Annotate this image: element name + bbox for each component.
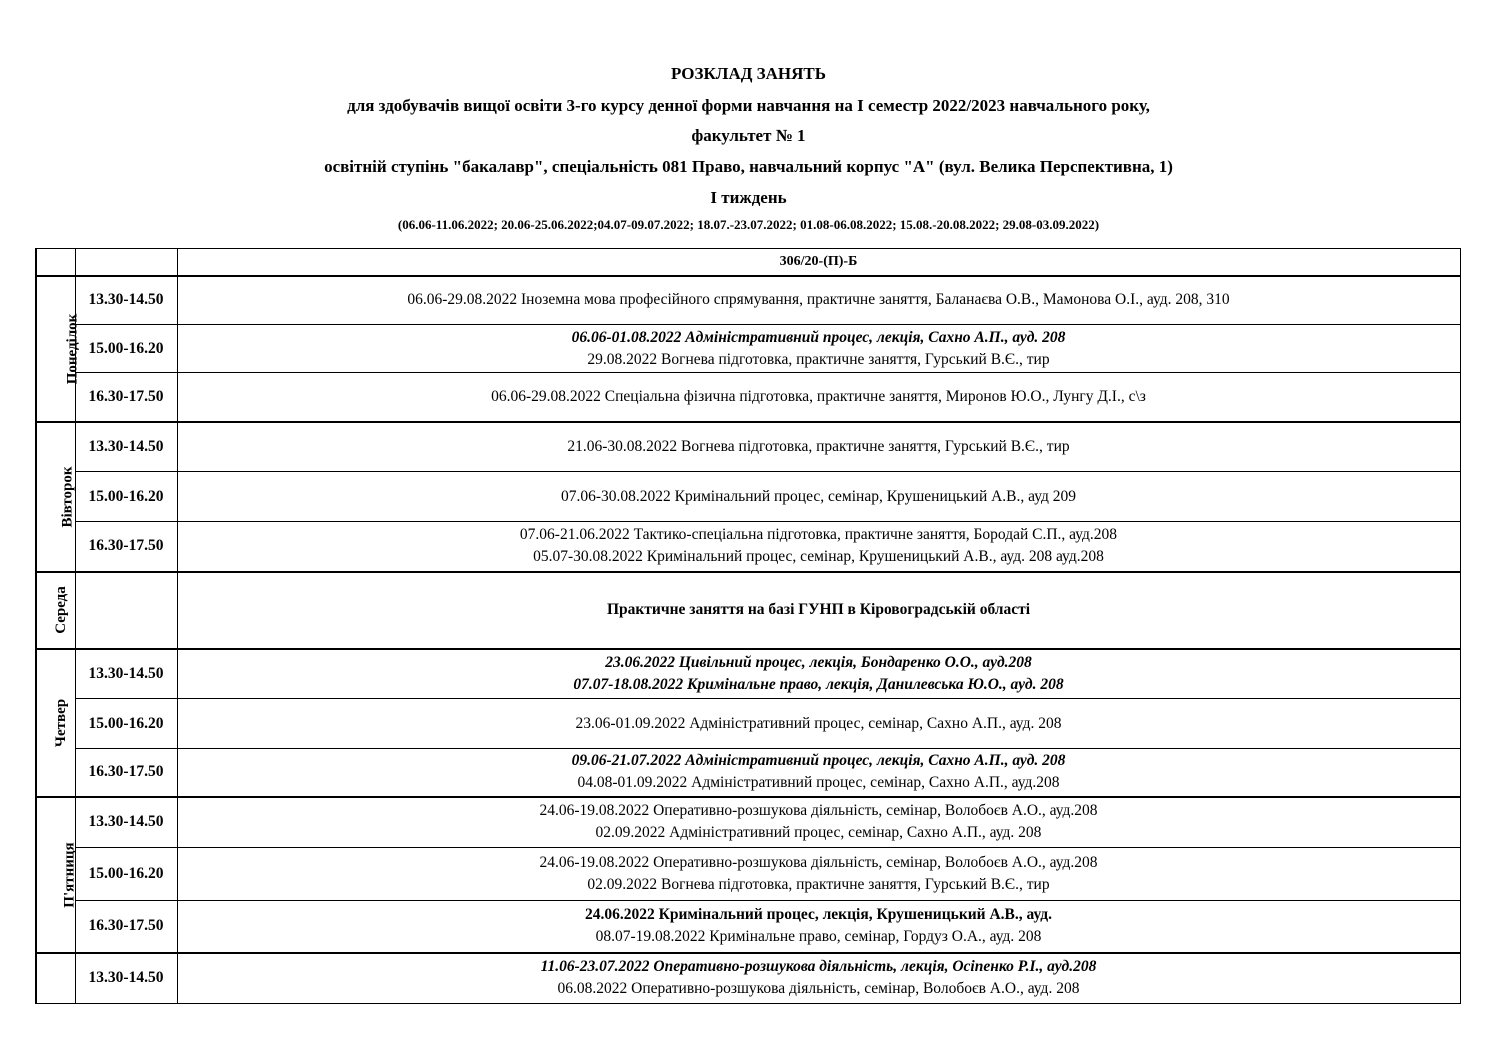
lesson-cell: 24.06.2022 Кримінальний процес, лекція, Крушеницький А.В., ауд. 08.07-19.08.2022 Кримінальне право, семінар, Гордуз О.А., ауд. 208: [177, 901, 1460, 953]
table-row: [36, 901, 1460, 953]
time-slot: 16.30-17.50: [75, 901, 177, 953]
time-slot: 16.30-17.50: [75, 749, 177, 797]
table-row: [36, 373, 1460, 422]
lesson-cell: 11.06-23.07.2022 Оперативно-розшукова діяльність, лекція, Осіпенко Р.І., ауд.208 06.08.2022 Оперативно-розшукова діяльність, семінар, Волобоєв А.О., ауд. 208: [177, 953, 1460, 1004]
table-row: [36, 572, 1460, 649]
lesson-cell: 07.06-30.08.2022 Кримінальний процес, семінар, Крушеницький А.В., ауд 209: [177, 472, 1460, 522]
lesson-cell: Практичне заняття на базі ГУНП в Кіровоградській області: [177, 572, 1460, 649]
table-row: [36, 472, 1460, 522]
time-slot: 16.30-17.50: [75, 522, 177, 572]
time-slot: 15.00-16.20: [75, 699, 177, 749]
table-row: [36, 325, 1460, 373]
degree-line: освітній ступінь "бакалавр", спеціальність 081 Право, навчальний корпус "А" (вул. Велика Перспективна, 1): [324, 157, 1173, 176]
lesson-cell: 21.06-30.08.2022 Вогнева підготовка, практичне заняття, Гурський В.Є., тир: [177, 422, 1460, 472]
time-slot: 13.30-14.50: [75, 422, 177, 472]
lesson-cell: 06.06-01.08.2022 Адміністративний процес, лекція, Сахно А.П., ауд. 208 29.08.2022 Вогнева підготовка, практичне заняття, Гурський В.Є., тир: [177, 325, 1460, 373]
time-slot: 15.00-16.20: [75, 472, 177, 522]
time-slot-empty: [75, 572, 177, 649]
lesson-cell: 07.06-21.06.2022 Тактико-спеціальна підготовка, практичне заняття, Бородай С.П., ауд.208 05.07-30.08.2022 Кримінальний процес, семінар, Крушеницький А.В., ауд. 208 ауд.208: [177, 522, 1460, 572]
time-slot: 13.30-14.50: [75, 276, 177, 325]
day-saturday: [36, 953, 75, 1004]
schedule-table: [35, 248, 1461, 1004]
table-row: [36, 276, 1460, 325]
day-friday: П'ятниця: [36, 797, 75, 953]
lesson-cell: 06.06-29.08.2022 Спеціальна фізична підготовка, практичне заняття, Миронов Ю.О., Лунгу Д.І., с\з: [177, 373, 1460, 422]
table-row: [36, 422, 1460, 472]
week-dates: (06.06-11.06.2022; 20.06-25.06.2022;04.07-09.07.2022; 18.07.-23.07.2022; 01.08-06.08.2022; 15.08.-20.08.2022; 29.08-03.09.2022): [397, 217, 1100, 232]
time-slot: 13.30-14.50: [75, 797, 177, 848]
week-label: І тиждень: [710, 188, 787, 207]
lesson-cell: 06.06-29.08.2022 Іноземна мова професійного спрямування, практичне заняття, Баланаєва О.В., Мамонова О.І., ауд. 208, 310: [177, 276, 1460, 325]
header-empty-day: [36, 249, 75, 276]
time-slot: 13.30-14.50: [75, 649, 177, 699]
day-wednesday: Середа: [36, 572, 75, 649]
table-row: [36, 522, 1460, 572]
lesson-cell: 24.06-19.08.2022 Оперативно-розшукова діяльність, семінар, Волобоєв А.О., ауд.208 02.09.2022 Адміністративний процес, семінар, Сахно А.П., ауд. 208: [177, 797, 1460, 848]
table-row: [36, 699, 1460, 749]
lesson-cell: 24.06-19.08.2022 Оперативно-розшукова діяльність, семінар, Волобоєв А.О., ауд.208 02.09.2022 Вогнева підготовка, практичне заняття, Гурський В.Є., тир: [177, 848, 1460, 901]
lesson-cell: 23.06-01.09.2022 Адміністративний процес, семінар, Сахно А.П., ауд. 208: [177, 699, 1460, 749]
table-row: [36, 749, 1460, 797]
time-slot: 15.00-16.20: [75, 848, 177, 901]
time-slot: 15.00-16.20: [75, 325, 177, 373]
table-row: [36, 848, 1460, 901]
table-row: [36, 953, 1460, 1004]
lesson-cell: 23.06.2022 Цивільний процес, лекція, Бондаренко О.О., ауд.208 07.07-18.08.2022 Кримінальне право, лекція, Данилевська Ю.О., ауд. 208: [177, 649, 1460, 699]
group-name: 306/20-(П)-Б: [177, 249, 1460, 276]
table-row: [36, 797, 1460, 848]
day-monday: Понеділок: [36, 276, 75, 422]
schedule-title: РОЗКЛАД ЗАНЯТЬ: [670, 64, 827, 83]
day-tuesday: Вівторок: [36, 422, 75, 572]
lesson-cell: 09.06-21.07.2022 Адміністративний процес, лекція, Сахно А.П., ауд. 208 04.08-01.09.2022 Адміністративний процес, семінар, Сахно А.П., ауд.208: [177, 749, 1460, 797]
time-slot: 16.30-17.50: [75, 373, 177, 422]
time-slot: 13.30-14.50: [75, 953, 177, 1004]
table-row: [36, 649, 1460, 699]
header-empty-time: [75, 249, 177, 276]
day-thursday: Четвер: [36, 649, 75, 797]
faculty-line: факультет № 1: [691, 126, 806, 145]
schedule-subtitle: для здобувачів вищої освіти 3-го курсу денної форми навчання на І семестр 2022/2023 навчального року,: [347, 96, 1150, 115]
table-header-row: [36, 249, 1460, 276]
